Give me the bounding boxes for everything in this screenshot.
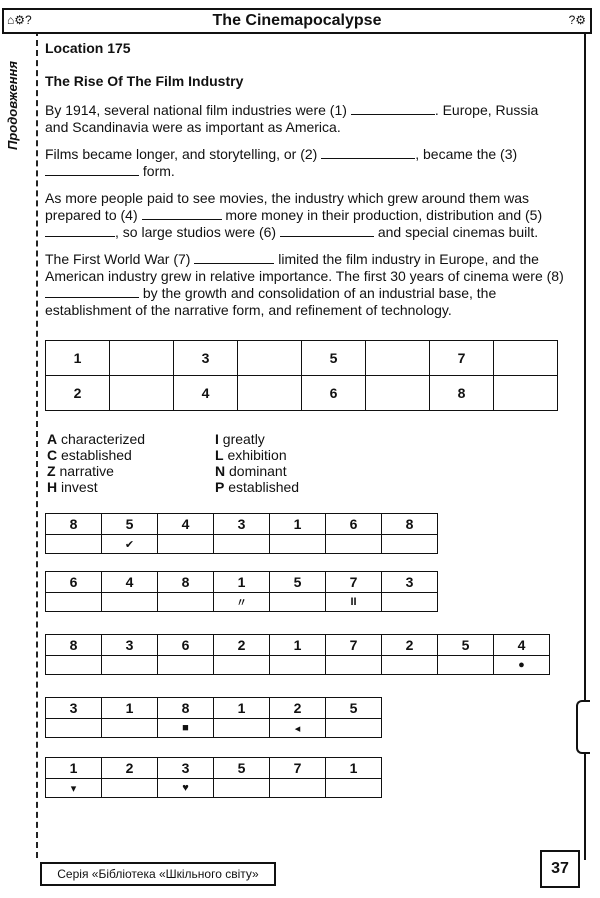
text-span: Films became longer, and storytelling, or (2)	[45, 146, 322, 162]
puzzle-answer-cell[interactable]	[46, 593, 102, 612]
answer-cell[interactable]	[110, 341, 174, 376]
puzzle-number: 6	[158, 635, 214, 656]
puzzle-answers	[46, 593, 438, 612]
code-puzzle-5	[45, 757, 382, 798]
puzzle-answer-cell[interactable]	[102, 779, 158, 798]
puzzle-number: 3	[214, 514, 270, 535]
puzzle-answer-cell[interactable]	[438, 656, 494, 675]
options-right	[215, 431, 385, 495]
puzzle-numbers	[46, 635, 550, 656]
zigzag-mark-icon[interactable]: 〃	[214, 593, 270, 612]
puzzle-number: 3	[102, 635, 158, 656]
puzzle-answers	[46, 779, 382, 798]
option-letter: Z	[47, 463, 56, 479]
page-title: The Cinemapocalypse	[212, 12, 382, 29]
puzzle-number: 1	[270, 635, 326, 656]
option-letter: H	[47, 479, 58, 495]
grid-number: 2	[46, 376, 110, 411]
option-item	[47, 447, 217, 463]
puzzle-number: 5	[214, 758, 270, 779]
triangle-left-icon[interactable]: ◂	[270, 719, 326, 738]
square-icon[interactable]: ■	[158, 719, 214, 738]
option-word: established	[228, 479, 300, 495]
puzzle-number: 3	[46, 698, 102, 719]
blank-3[interactable]	[45, 163, 139, 176]
text-span: , became the (3)	[415, 146, 518, 162]
puzzle-answer-cell[interactable]	[102, 719, 158, 738]
text-span: and special cinemas built.	[373, 224, 539, 240]
triangle-down-icon[interactable]: ▾	[46, 779, 102, 798]
option-word: greatly	[222, 431, 265, 447]
puzzle-answer-cell[interactable]	[382, 593, 438, 612]
puzzle-answer-cell[interactable]	[214, 535, 270, 554]
page-number: 37	[540, 850, 580, 888]
puzzle-answer-cell[interactable]	[158, 535, 214, 554]
puzzle-number: 5	[270, 572, 326, 593]
text-span: By 1914, several national film industries were (1)	[45, 102, 351, 118]
puzzle-answer-cell[interactable]	[46, 535, 102, 554]
blank-1[interactable]	[351, 102, 435, 115]
text-heading: The Rise Of The Film Industry	[45, 73, 244, 89]
answer-cell[interactable]	[238, 376, 302, 411]
text-span: form.	[139, 163, 175, 179]
paragraph-4	[45, 251, 565, 319]
puzzle-number: 1	[214, 572, 270, 593]
option-item	[47, 479, 217, 495]
code-puzzle-3	[45, 634, 550, 675]
puzzle-answer-cell[interactable]	[382, 656, 438, 675]
help-settings-icon: ?⚙	[568, 13, 586, 27]
puzzle-answer-cell[interactable]	[326, 656, 382, 675]
grid-number: 1	[46, 341, 110, 376]
option-word: invest	[61, 479, 98, 495]
check-mark-icon[interactable]: ✔	[102, 535, 158, 554]
puzzle-number: 8	[158, 698, 214, 719]
location-label: Location 175	[45, 40, 131, 56]
code-puzzle-1	[45, 513, 438, 554]
puzzle-number: 1	[102, 698, 158, 719]
answer-cell[interactable]	[110, 376, 174, 411]
puzzle-answer-cell[interactable]	[158, 656, 214, 675]
puzzle-number: 1	[270, 514, 326, 535]
puzzle-answer-cell[interactable]	[46, 719, 102, 738]
paragraph-3	[45, 190, 565, 241]
dot-icon[interactable]: ●	[494, 656, 550, 675]
options-left	[47, 431, 217, 495]
puzzle-number: 2	[102, 758, 158, 779]
option-letter: P	[215, 479, 225, 495]
option-item	[215, 447, 385, 463]
option-item	[47, 431, 217, 447]
text-span: The First World War (7)	[45, 251, 195, 267]
code-puzzle-2	[45, 571, 438, 612]
puzzle-number: 8	[46, 514, 102, 535]
puzzle-answer-cell[interactable]	[102, 656, 158, 675]
option-item	[215, 431, 385, 447]
answer-cell[interactable]	[238, 341, 302, 376]
option-word: narrative	[59, 463, 114, 479]
puzzle-number: 6	[326, 514, 382, 535]
answer-row-2	[46, 376, 558, 411]
puzzle-number: 4	[494, 635, 550, 656]
puzzle-number: 7	[326, 572, 382, 593]
puzzle-number: 8	[46, 635, 102, 656]
option-letter: A	[47, 431, 58, 447]
text-span: , so large studios were (6)	[115, 224, 280, 240]
puzzle-numbers	[46, 698, 382, 719]
puzzle-number: 2	[214, 635, 270, 656]
puzzle-number: 7	[326, 635, 382, 656]
puzzle-number: 5	[326, 698, 382, 719]
title-bar	[2, 8, 592, 34]
puzzle-number: 1	[326, 758, 382, 779]
blank-4[interactable]	[142, 207, 222, 220]
puzzle-answer-cell[interactable]	[382, 535, 438, 554]
paragraph-1	[45, 102, 565, 136]
puzzle-answer-cell[interactable]	[270, 779, 326, 798]
answer-cell[interactable]	[366, 341, 430, 376]
option-letter: C	[47, 447, 58, 463]
blank-6[interactable]	[280, 224, 374, 237]
text-span: by the growth and consolidation of an industrial base, the establishment of the narrative form, and refinement of technology.	[45, 285, 497, 318]
puzzle-number: 1	[46, 758, 102, 779]
puzzle-numbers	[46, 758, 382, 779]
home-settings-help-icon: ⌂⚙?	[7, 13, 32, 27]
puzzle-answer-cell[interactable]	[214, 656, 270, 675]
answer-cell[interactable]	[494, 341, 558, 376]
page-tab	[576, 700, 590, 754]
puzzle-answer-cell[interactable]	[270, 593, 326, 612]
heart-icon[interactable]: ♥	[158, 779, 214, 798]
puzzle-number: 2	[270, 698, 326, 719]
option-letter: I	[215, 431, 219, 447]
puzzle-number: 2	[382, 635, 438, 656]
puzzle-answer-cell[interactable]	[326, 779, 382, 798]
puzzle-number: 8	[158, 572, 214, 593]
puzzle-number: 5	[102, 514, 158, 535]
text-span: limited the film industry in Europe, and the American industry grew in relative importance. The first 30 years of cinema were (8)	[45, 251, 564, 284]
option-item	[215, 463, 385, 479]
puzzle-answer-cell[interactable]	[326, 719, 382, 738]
answer-cell[interactable]	[494, 376, 558, 411]
text-span: more money in their production, distribution and (5)	[221, 207, 543, 223]
puzzle-number: 4	[158, 514, 214, 535]
puzzle-number: 5	[438, 635, 494, 656]
grid-number: 4	[174, 376, 238, 411]
puzzle-numbers	[46, 572, 438, 593]
puzzle-answers	[46, 656, 550, 675]
option-word: characterized	[61, 431, 146, 447]
paragraph-2	[45, 146, 565, 180]
option-item	[47, 463, 217, 479]
double-bar-icon[interactable]: II	[326, 593, 382, 612]
puzzle-number: 6	[46, 572, 102, 593]
puzzle-number: 4	[102, 572, 158, 593]
blank-8[interactable]	[45, 285, 139, 298]
puzzle-answers	[46, 535, 438, 554]
option-word: established	[61, 447, 132, 463]
code-puzzle-4	[45, 697, 382, 738]
grid-number: 7	[430, 341, 494, 376]
grid-number: 5	[302, 341, 366, 376]
puzzle-number: 3	[158, 758, 214, 779]
series-footer: Серія «Бібліотека «Шкільного світу»	[40, 862, 276, 886]
puzzle-answer-cell[interactable]	[270, 535, 326, 554]
option-letter: N	[215, 463, 226, 479]
blank-5[interactable]	[45, 224, 115, 237]
blank-7[interactable]	[194, 251, 274, 264]
puzzle-answer-cell[interactable]	[214, 779, 270, 798]
grid-number: 6	[302, 376, 366, 411]
puzzle-answers	[46, 719, 382, 738]
option-letter: L	[215, 447, 224, 463]
text-span: . Europe, Russia and Scandinavia were as important as America.	[45, 102, 539, 135]
blank-2[interactable]	[321, 146, 415, 159]
grid-number: 8	[430, 376, 494, 411]
puzzle-number: 1	[214, 698, 270, 719]
option-word: exhibition	[227, 447, 287, 463]
puzzle-number: 8	[382, 514, 438, 535]
puzzle-answer-cell[interactable]	[46, 656, 102, 675]
puzzle-answer-cell[interactable]	[102, 593, 158, 612]
option-item	[215, 479, 385, 495]
exercise-text	[45, 40, 565, 329]
puzzle-answer-cell[interactable]	[214, 719, 270, 738]
puzzle-numbers	[46, 514, 438, 535]
side-label: Продовження	[5, 60, 20, 150]
puzzle-answer-cell[interactable]	[158, 593, 214, 612]
puzzle-number: 3	[382, 572, 438, 593]
puzzle-answer-cell[interactable]	[270, 656, 326, 675]
text-span: As more people paid to see movies, the industry which grew around them was prepared to (4)	[45, 190, 530, 223]
option-word: dominant	[229, 463, 287, 479]
dashed-margin-line	[36, 30, 38, 858]
puzzle-number: 7	[270, 758, 326, 779]
answer-row-1	[46, 341, 558, 376]
puzzle-answer-cell[interactable]	[326, 535, 382, 554]
grid-number: 3	[174, 341, 238, 376]
answer-grid	[45, 340, 558, 411]
answer-cell[interactable]	[366, 376, 430, 411]
